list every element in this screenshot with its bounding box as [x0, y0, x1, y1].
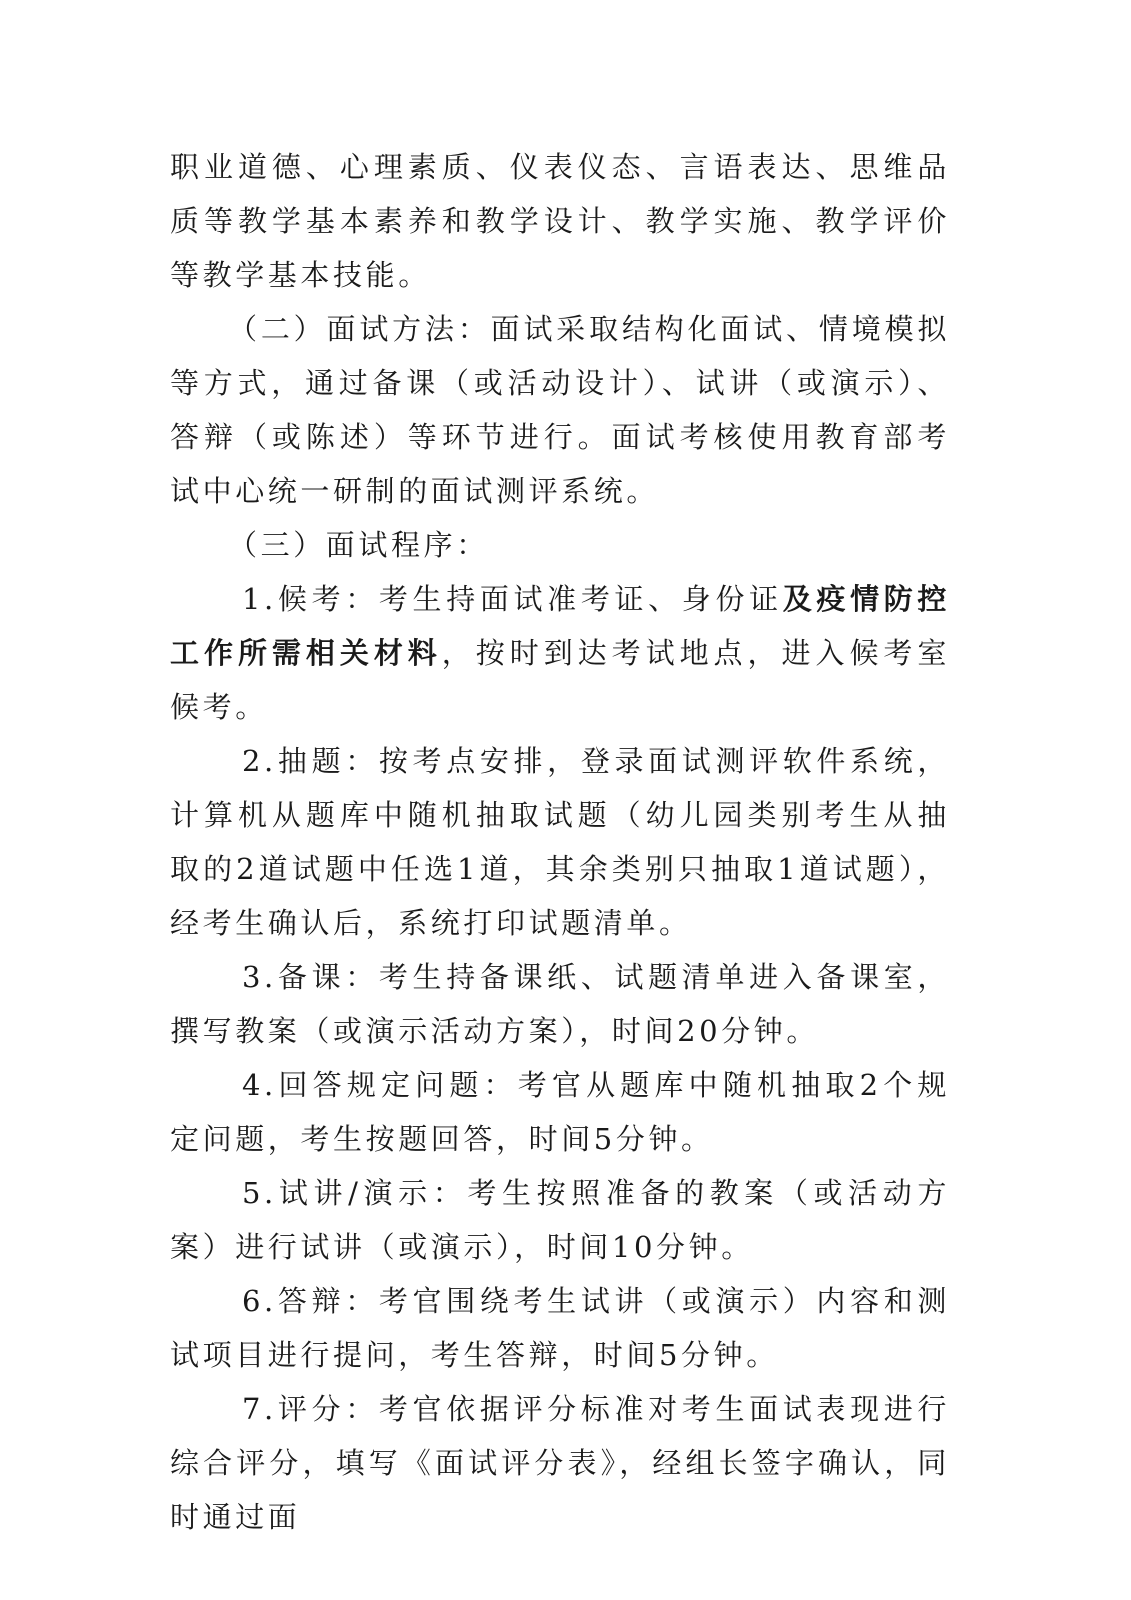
paragraph-step-3-lesson-prep: 3.备课：考生持备课纸、试题清单进入备课室，撰写教案（或演示活动方案），时间20分钟。	[170, 960, 950, 1048]
paragraph-step-5-trial-lecture: 5.试讲/演示：考生按照准备的教案（或活动方案）进行试讲（或演示），时间10分钟。	[170, 1176, 950, 1264]
paragraph-step-2-draw-questions: 2.抽题：按考点安排，登录面试测评软件系统，计算机从题库中随机抽取试题（幼儿园类别考生从抽取的2道试题中任选1道，其余类别只抽取1道试题），经考生确认后，系统打印试题清单。	[170, 744, 950, 940]
step-1-text-after: ，按时到达考试地点，进入候考室候考。	[170, 636, 950, 724]
document-page	[170, 140, 950, 1544]
step-1-bold-text: 及疫情防控工作所需相关材料	[170, 582, 950, 670]
paragraph-interview-procedure-heading: （三）面试程序：	[228, 528, 489, 562]
paragraph-interview-method: （二）面试方法：面试采取结构化面试、情境模拟等方式，通过备课（或活动设计）、试讲（或演示）、答辩（或陈述）等环节进行。面试考核使用教育部考试中心统一研制的面试测评系统。	[170, 312, 950, 508]
paragraph-qualities: 职业道德、心理素质、仪表仪态、言语表达、思维品质等教学基本素养和教学设计、教学实施、教学评价等教学基本技能。	[170, 150, 950, 292]
paragraph-step-7-scoring: 7.评分：考官依据评分标准对考生面试表现进行综合评分，填写《面试评分表》，经组长签字确认，同时通过面	[170, 1392, 950, 1534]
paragraph-step-4-answer-questions: 4.回答规定问题：考官从题库中随机抽取2个规定问题，考生按题回答，时间5分钟。	[170, 1068, 950, 1156]
paragraph-step-6-defense: 6.答辩：考官围绕考生试讲（或演示）内容和测试项目进行提问，考生答辩，时间5分钟。	[170, 1284, 950, 1372]
step-1-text-before: 1.候考：考生持面试准考证、身份证	[242, 582, 783, 616]
paragraph-step-1-waiting	[170, 572, 950, 734]
